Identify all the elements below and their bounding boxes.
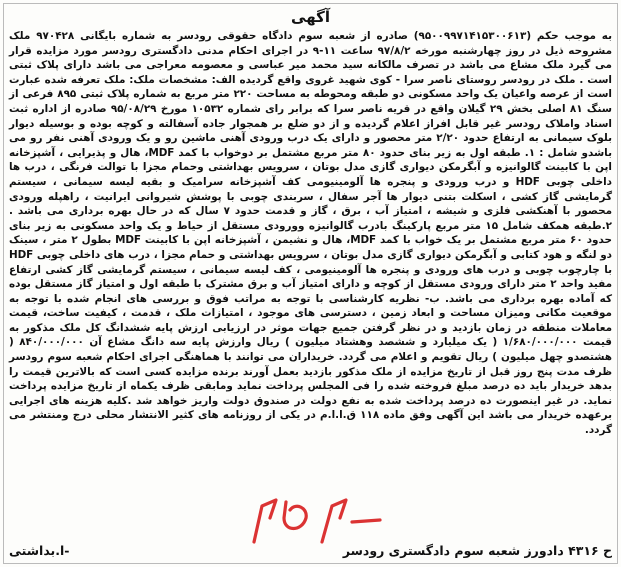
notice-body	[9, 29, 612, 438]
notice-footer	[9, 543, 612, 559]
footer-signature: -ا.بداشتی	[9, 543, 70, 558]
footer-reference: ح ۴۳۱۶ دادورز شعبه سوم دادگستری رودسر	[342, 543, 612, 558]
notice-title: آگهی	[291, 8, 330, 26]
notice-paragraph: به موجب حکم (۹۵۰۰۹۹۷۱۴۱۵۳۰۰۶۱۳) صادره از شعبه سوم دادگاه حقوقی رودسر به شماره بایگانی ۹۷۰۴۲۸ ملک مشروحه ذیل در روز چهارشنبه مورخه ۹۷/۸/۲ ساعت ۱۱-۹ در اجرای احکام مدنی دادگستری رودسر مورد مزایده قرار می گیرد ملک مشاع می باشد در تصرف مالکانه سید محمد میر عباسی و معصومه معراجی می باشد دارای پلاک ثبتی است . ملک در رودسر روستای ناصر سرا - کوی شهید غروی واقع گردیده الف: مشخصات ملک: ملک تعرفه شده عبارت است از عرصه واعیان یک واحد مسکونی دو طبقه ومحوطه به مساحت ۲۲۰ متر مربع به شماره پلاک ثبتی ۸۹۵ فرعی از سنگ ۸۱ اصلی بخش ۲۹ گیلان واقع در قریه ناصر سرا که برابر رای شماره ۱۰۵۳۲ مورخ ۹۵/۰۸/۲۹ صادره از اداره ثبت اسناد واملاک رودسر غیر قابل افراز اعلام گردیده و از دو ضلع بر همجوار جاده آسفالته و کوچه بوده و بوسیله دیوار بلوک سیمانی به ارتفاع حدود ۲/۲۰ متر محصور و دارای یک درب ورودی آهنی ماشین رو و یک ورودی آهنی نفر رو می باشدو شامل : ۱. طبقه اول به زیر بنای حدود ۸۰ متر مربع مشتمل بر دوخواب با کمد MDF، هال و پذیرایی ، آشپزخانه اپن با کابینت گالوانیزه و آبگرمکن دیواری گازی مدل بوتان ، سرویس بهداشتی وحمام مجزا با توالت فرنگی ، درب ها داخلی چوبی HDF و درب ورودی و پنجره ها آلومینیومی کف آشپزخانه سرامیک و بقیه لیسه سیمانی ، سیستم گرمایشی گاز کشی ، اسکلت بتنی دیوار ها آجر سفال ، سربندی چوبی با پوشش شیروانی ایرانیت ، راهپله ورودی محصور با آهنکشی فلزی و شیشه ، امتیاز آب ، برق ، گاز و قدمت حدود ۷ سال که در حال بهره برداری می باشد . ۲.طبقه همکف شامل ۱۵ متر مربع پارکینگ بادرب گالوانیزه وورودی مستقل از حیاط و یک واحد مسکونی به زیر بنای حدود ۶۰ متر مربع مشتمل بر یک خواب با کمد MDF، هال و نشیمن ، آشپزخانه اپن با کابینت MDF بطول ۲ متر ، سینک دو لنگه و هود کتابی و آبگرمکن دیواری گازی مدل بوتان ، سرویس بهداشتی و حمام مجزا ، درب های داخلی چوبی HDF با چارچوب چوبی و درب های ورودی و پنجره ها آلومینیومی ، کف لیسه سیمانی ، سیستم گرمایشی گاز کشی ارتفاع مفید واحد ۲ متر دارای ورودی مستقل از کوچه و دارای امتیاز آب و برق مشترک با طبقه اول و امتیاز گاز مستقل بوده که آماده بهره برداری می باشد. ب- نظریه کارشناسی با توجه به مراتب فوق و بررسی های انجام شده با توجه به موقعیت مکانی ومیزان مساحت و ابعاد زمین ، دسترسی های موجود ، امتیازات ملک ، قدمت ، کیفیت ساخت، قیمت معاملات منطقه در زمان بازدید و در نظر گرفتن جمیع جهات موثر در ارزیابی ارزش پایه ششدانگ کل ملک مذکور به قیمت ۱/۶۸۰/۰۰۰/۰۰۰ ( یک میلیارد و ششصد وهشتاد میلیون ) ریال وارزش پایه سه دانگ مشاع آن ۸۴۰/۰۰۰/۰۰۰ ( هشتصدو چهل میلیون ) ریال تقویم و اعلام می گردد. خریداران می توانند با هماهنگی اجرای احکام شعبه سوم رودسر ظرف مدت پنج روز قبل از تاریخ مزایده از ملک مذکور بازدید بعمل آورند برنده مزایده کسی است که بالاترین قیمت را بدهد خریدار باید ده درصد مبلغ فروخته شده را فی المجلس پرداخت نماید ومابقی ظرف یکماه از تاریخ مزایده پرداخت نماید. در غیر اینصورت ده درصد پرداخت شده به نفع دولت در صندوق دولت واریز خواهد شد .کلیه هزینه های اجرایی برعهده خریدار می باشد این آگهی وفق ماده ۱۱۸ ق.ا.ا.م در یکی از روزنامه های کثیر الانتشار محلی درج ومنتشر می گردد.	[9, 30, 612, 437]
